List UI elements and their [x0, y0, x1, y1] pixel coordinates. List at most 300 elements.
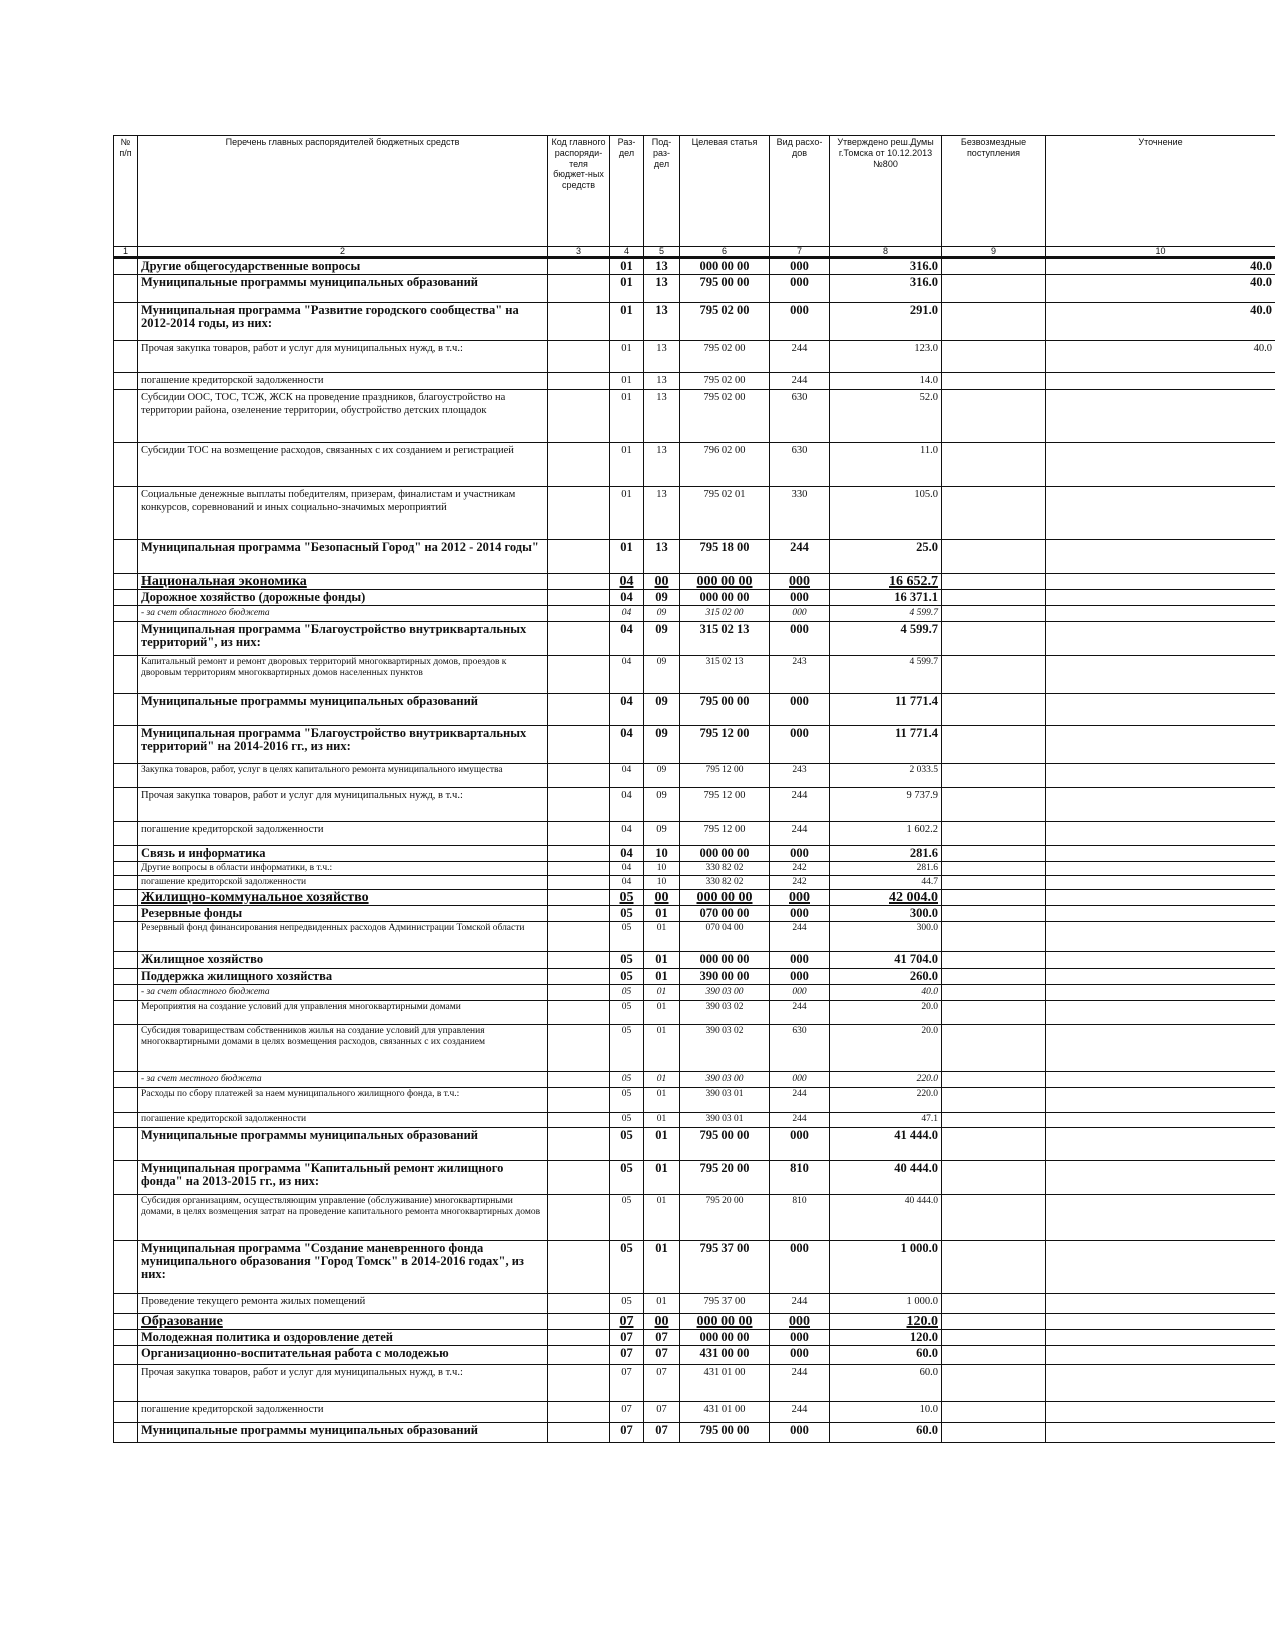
cell-name: - за счет областного бюджета [138, 606, 548, 622]
cell-name: Субсидии ООС, ТОС, ТСЖ, ЖСК на проведение праздников, благоустройство на территории района, озеленение территории, обустройство детских площадок [138, 390, 548, 443]
cell-name: Муниципальные программы муниципальных образований [138, 694, 548, 726]
cell-approved: 4 599.7 [830, 622, 942, 656]
cell-podrazdel: 09 [644, 764, 680, 788]
col-number: 10 [1046, 247, 1275, 258]
cell-num [114, 487, 138, 540]
cell-approved: 1 602.2 [830, 822, 942, 846]
cell-approved: 40 444.0 [830, 1161, 942, 1195]
cell-code [548, 862, 610, 876]
table-row [114, 656, 1275, 694]
cell-clarification [1046, 1330, 1275, 1346]
cell-num [114, 1365, 138, 1402]
cell-podrazdel: 01 [644, 1025, 680, 1072]
cell-name: Организационно-воспитательная работа с молодежью [138, 1346, 548, 1365]
cell-clarification: 40.0 [1046, 303, 1275, 341]
cell-podrazdel: 01 [644, 952, 680, 969]
cell-approved: 40.0 [830, 985, 942, 1001]
cell-expense-type: 244 [770, 1113, 830, 1128]
cell-razdel: 04 [610, 788, 644, 822]
cell-razdel: 01 [610, 275, 644, 303]
cell-razdel: 04 [610, 590, 644, 606]
cell-num [114, 258, 138, 275]
cell-free-receipts [942, 258, 1046, 275]
cell-target: 431 00 00 [680, 1346, 770, 1365]
cell-razdel: 05 [610, 1241, 644, 1294]
cell-name: Муниципальные программы муниципальных образований [138, 275, 548, 303]
table-row [114, 922, 1275, 952]
cell-podrazdel: 01 [644, 922, 680, 952]
cell-expense-type: 000 [770, 1128, 830, 1161]
cell-target: 795 37 00 [680, 1294, 770, 1314]
cell-target: 795 02 01 [680, 487, 770, 540]
cell-clarification [1046, 1294, 1275, 1314]
cell-free-receipts [942, 487, 1046, 540]
cell-approved: 40 444.0 [830, 1195, 942, 1241]
cell-free-receipts [942, 1330, 1046, 1346]
cell-num [114, 1423, 138, 1443]
cell-razdel: 04 [610, 876, 644, 890]
cell-approved: 2 033.5 [830, 764, 942, 788]
cell-free-receipts [942, 1161, 1046, 1195]
cell-clarification [1046, 443, 1275, 487]
cell-num [114, 846, 138, 862]
col-header-code: Код главного распоряди-теля бюджет-ных средств [548, 136, 610, 247]
cell-approved: 4 599.7 [830, 656, 942, 694]
cell-clarification [1046, 906, 1275, 922]
cell-code [548, 574, 610, 590]
cell-code [548, 590, 610, 606]
cell-podrazdel: 09 [644, 590, 680, 606]
cell-approved: 44.7 [830, 876, 942, 890]
cell-code [548, 443, 610, 487]
cell-name: погашение кредиторской задолженности [138, 876, 548, 890]
cell-approved: 316.0 [830, 275, 942, 303]
cell-num [114, 890, 138, 906]
cell-expense-type: 242 [770, 862, 830, 876]
cell-clarification [1046, 574, 1275, 590]
cell-num [114, 876, 138, 890]
cell-target: 000 00 00 [680, 952, 770, 969]
cell-num [114, 1001, 138, 1025]
cell-target: 795 18 00 [680, 540, 770, 574]
cell-name: Расходы по сбору платежей за наем муниципального жилищного фонда, в т.ч.: [138, 1088, 548, 1113]
cell-razdel: 04 [610, 846, 644, 862]
cell-expense-type: 630 [770, 390, 830, 443]
cell-expense-type: 244 [770, 1402, 830, 1423]
cell-clarification [1046, 1195, 1275, 1241]
cell-num [114, 906, 138, 922]
table-row [114, 969, 1275, 985]
cell-approved: 20.0 [830, 1001, 942, 1025]
cell-podrazdel: 09 [644, 656, 680, 694]
cell-expense-type: 000 [770, 694, 830, 726]
cell-code [548, 1330, 610, 1346]
cell-expense-type: 243 [770, 656, 830, 694]
cell-code [548, 906, 610, 922]
cell-expense-type: 242 [770, 876, 830, 890]
cell-expense-type: 244 [770, 373, 830, 390]
table-row [114, 1088, 1275, 1113]
cell-approved: 120.0 [830, 1330, 942, 1346]
table-row [114, 540, 1275, 574]
cell-clarification [1046, 726, 1275, 764]
table-row [114, 876, 1275, 890]
cell-expense-type: 000 [770, 1346, 830, 1365]
cell-podrazdel: 01 [644, 1072, 680, 1088]
cell-name: погашение кредиторской задолженности [138, 373, 548, 390]
cell-clarification [1046, 1088, 1275, 1113]
cell-num [114, 574, 138, 590]
cell-approved: 300.0 [830, 922, 942, 952]
cell-free-receipts [942, 1402, 1046, 1423]
table-row [114, 275, 1275, 303]
column-number-row [114, 247, 1275, 258]
cell-target: 795 12 00 [680, 788, 770, 822]
cell-razdel: 04 [610, 574, 644, 590]
table-row [114, 622, 1275, 656]
cell-podrazdel: 01 [644, 1113, 680, 1128]
cell-code [548, 622, 610, 656]
cell-free-receipts [942, 862, 1046, 876]
cell-num [114, 969, 138, 985]
cell-name: Прочая закупка товаров, работ и услуг для муниципальных нужд, в т.ч.: [138, 788, 548, 822]
cell-razdel: 04 [610, 656, 644, 694]
cell-expense-type: 244 [770, 341, 830, 373]
cell-name: Проведение текущего ремонта жилых помещений [138, 1294, 548, 1314]
cell-approved: 300.0 [830, 906, 942, 922]
cell-name: - за счет областного бюджета [138, 985, 548, 1001]
cell-expense-type: 630 [770, 1025, 830, 1072]
cell-expense-type: 000 [770, 1330, 830, 1346]
cell-podrazdel: 13 [644, 443, 680, 487]
cell-clarification [1046, 788, 1275, 822]
cell-code [548, 726, 610, 764]
cell-clarification [1046, 1241, 1275, 1294]
cell-free-receipts [942, 275, 1046, 303]
table-row [114, 1294, 1275, 1314]
cell-expense-type: 000 [770, 258, 830, 275]
table-row [114, 258, 1275, 275]
cell-clarification [1046, 1423, 1275, 1443]
cell-podrazdel: 07 [644, 1365, 680, 1402]
col-header-free-receipts: Безвозмездные поступления [942, 136, 1046, 247]
cell-clarification [1046, 1161, 1275, 1195]
cell-free-receipts [942, 822, 1046, 846]
cell-podrazdel: 10 [644, 862, 680, 876]
cell-free-receipts [942, 788, 1046, 822]
cell-num [114, 1402, 138, 1423]
cell-clarification [1046, 590, 1275, 606]
cell-code [548, 1402, 610, 1423]
cell-target: 795 00 00 [680, 1423, 770, 1443]
cell-razdel: 07 [610, 1314, 644, 1330]
cell-code [548, 656, 610, 694]
cell-target: 390 03 01 [680, 1088, 770, 1113]
cell-expense-type: 244 [770, 822, 830, 846]
cell-razdel: 01 [610, 540, 644, 574]
cell-free-receipts [942, 341, 1046, 373]
cell-free-receipts [942, 606, 1046, 622]
cell-approved: 281.6 [830, 846, 942, 862]
budget-sheet [113, 135, 1275, 1443]
cell-free-receipts [942, 1241, 1046, 1294]
table-row [114, 1346, 1275, 1365]
cell-target: 315 02 00 [680, 606, 770, 622]
cell-name: погашение кредиторской задолженности [138, 1113, 548, 1128]
cell-approved: 41 704.0 [830, 952, 942, 969]
cell-expense-type: 244 [770, 1365, 830, 1402]
cell-approved: 105.0 [830, 487, 942, 540]
cell-num [114, 390, 138, 443]
cell-podrazdel: 13 [644, 390, 680, 443]
cell-num [114, 788, 138, 822]
cell-clarification [1046, 487, 1275, 540]
cell-code [548, 606, 610, 622]
cell-clarification [1046, 1314, 1275, 1330]
cell-target: 431 01 00 [680, 1365, 770, 1402]
cell-expense-type: 244 [770, 922, 830, 952]
cell-free-receipts [942, 1365, 1046, 1402]
cell-razdel: 05 [610, 1025, 644, 1072]
cell-expense-type: 243 [770, 764, 830, 788]
table-row [114, 952, 1275, 969]
cell-target: 795 12 00 [680, 764, 770, 788]
cell-clarification [1046, 694, 1275, 726]
cell-target: 795 00 00 [680, 275, 770, 303]
cell-clarification [1046, 1025, 1275, 1072]
cell-expense-type: 244 [770, 1088, 830, 1113]
cell-clarification: 40.0 [1046, 275, 1275, 303]
cell-podrazdel: 13 [644, 275, 680, 303]
cell-num [114, 1346, 138, 1365]
table-row [114, 1072, 1275, 1088]
cell-clarification [1046, 846, 1275, 862]
cell-target: 000 00 00 [680, 258, 770, 275]
cell-podrazdel: 09 [644, 694, 680, 726]
cell-clarification [1046, 540, 1275, 574]
cell-podrazdel: 00 [644, 574, 680, 590]
cell-approved: 60.0 [830, 1346, 942, 1365]
cell-clarification [1046, 1365, 1275, 1402]
col-header-num: № п/п [114, 136, 138, 247]
cell-approved: 260.0 [830, 969, 942, 985]
cell-podrazdel: 13 [644, 303, 680, 341]
cell-num [114, 985, 138, 1001]
cell-podrazdel: 01 [644, 1001, 680, 1025]
cell-name: Резервные фонды [138, 906, 548, 922]
cell-code [548, 487, 610, 540]
cell-clarification [1046, 1072, 1275, 1088]
table-row [114, 606, 1275, 622]
cell-expense-type: 000 [770, 985, 830, 1001]
table-row [114, 574, 1275, 590]
table-row [114, 694, 1275, 726]
cell-free-receipts [942, 1088, 1046, 1113]
cell-clarification [1046, 922, 1275, 952]
cell-razdel: 07 [610, 1423, 644, 1443]
cell-num [114, 1128, 138, 1161]
cell-free-receipts [942, 952, 1046, 969]
cell-code [548, 1195, 610, 1241]
cell-clarification [1046, 1128, 1275, 1161]
cell-code [548, 1161, 610, 1195]
cell-target: 070 04 00 [680, 922, 770, 952]
cell-code [548, 922, 610, 952]
table-row [114, 906, 1275, 922]
budget-table [113, 135, 1275, 1443]
cell-name: Жилищное хозяйство [138, 952, 548, 969]
cell-name: Муниципальная программа "Безопасный Город" на 2012 - 2014 годы" [138, 540, 548, 574]
cell-code [548, 822, 610, 846]
cell-clarification [1046, 1346, 1275, 1365]
cell-num [114, 1113, 138, 1128]
cell-razdel: 04 [610, 764, 644, 788]
cell-name: Прочая закупка товаров, работ и услуг для муниципальных нужд, в т.ч.: [138, 341, 548, 373]
cell-num [114, 1314, 138, 1330]
cell-target: 000 00 00 [680, 846, 770, 862]
cell-name: Муниципальная программа "Создание маневренного фонда муниципального образования "Город Томск" в 2014-2016 годах", из них: [138, 1241, 548, 1294]
cell-podrazdel: 01 [644, 1241, 680, 1294]
cell-code [548, 1346, 610, 1365]
cell-razdel: 01 [610, 390, 644, 443]
table-row [114, 1025, 1275, 1072]
table-row [114, 1365, 1275, 1402]
cell-free-receipts [942, 764, 1046, 788]
cell-target: 330 82 02 [680, 862, 770, 876]
cell-code [548, 985, 610, 1001]
table-row [114, 1113, 1275, 1128]
cell-code [548, 303, 610, 341]
cell-expense-type: 000 [770, 590, 830, 606]
cell-target: 390 03 02 [680, 1025, 770, 1072]
cell-name: Национальная экономика [138, 574, 548, 590]
cell-target: 795 02 00 [680, 303, 770, 341]
cell-num [114, 540, 138, 574]
table-row [114, 390, 1275, 443]
cell-approved: 123.0 [830, 341, 942, 373]
cell-num [114, 922, 138, 952]
cell-approved: 11.0 [830, 443, 942, 487]
cell-code [548, 1088, 610, 1113]
cell-code [548, 952, 610, 969]
cell-podrazdel: 00 [644, 890, 680, 906]
cell-razdel: 07 [610, 1330, 644, 1346]
cell-approved: 20.0 [830, 1025, 942, 1072]
col-header-name: Перечень главных распорядителей бюджетных средств [138, 136, 548, 247]
table-row [114, 1330, 1275, 1346]
cell-num [114, 862, 138, 876]
cell-clarification [1046, 969, 1275, 985]
cell-name: Дорожное хозяйство (дорожные фонды) [138, 590, 548, 606]
cell-code [548, 1001, 610, 1025]
cell-podrazdel: 01 [644, 1088, 680, 1113]
cell-num [114, 373, 138, 390]
cell-podrazdel: 01 [644, 1294, 680, 1314]
cell-free-receipts [942, 1346, 1046, 1365]
cell-free-receipts [942, 985, 1046, 1001]
cell-code [548, 258, 610, 275]
cell-expense-type: 000 [770, 1072, 830, 1088]
cell-razdel: 07 [610, 1365, 644, 1402]
cell-name: погашение кредиторской задолженности [138, 1402, 548, 1423]
col-header-approved: Утверждено реш.Думы г.Томска от 10.12.2013 №800 [830, 136, 942, 247]
cell-name: Муниципальные программы муниципальных образований [138, 1128, 548, 1161]
cell-target: 795 20 00 [680, 1161, 770, 1195]
table-row [114, 487, 1275, 540]
cell-approved: 16 652.7 [830, 574, 942, 590]
cell-approved: 42 004.0 [830, 890, 942, 906]
cell-razdel: 05 [610, 1128, 644, 1161]
cell-approved: 47.1 [830, 1113, 942, 1128]
cell-num [114, 726, 138, 764]
cell-code [548, 1314, 610, 1330]
cell-expense-type: 000 [770, 275, 830, 303]
cell-name: Муниципальная программа "Развитие городского сообщества" на 2012-2014 годы, из них: [138, 303, 548, 341]
table-row [114, 341, 1275, 373]
cell-free-receipts [942, 656, 1046, 694]
cell-approved: 291.0 [830, 303, 942, 341]
cell-code [548, 275, 610, 303]
cell-expense-type: 000 [770, 606, 830, 622]
cell-code [548, 540, 610, 574]
cell-num [114, 590, 138, 606]
cell-free-receipts [942, 1113, 1046, 1128]
cell-free-receipts [942, 694, 1046, 726]
cell-target: 796 02 00 [680, 443, 770, 487]
cell-code [548, 1113, 610, 1128]
cell-razdel: 04 [610, 622, 644, 656]
cell-code [548, 373, 610, 390]
cell-num [114, 606, 138, 622]
table-row [114, 788, 1275, 822]
cell-target: 795 20 00 [680, 1195, 770, 1241]
cell-podrazdel: 13 [644, 540, 680, 574]
cell-podrazdel: 09 [644, 606, 680, 622]
cell-podrazdel: 10 [644, 846, 680, 862]
cell-clarification [1046, 862, 1275, 876]
cell-clarification [1046, 622, 1275, 656]
cell-podrazdel: 01 [644, 969, 680, 985]
cell-num [114, 1088, 138, 1113]
table-row [114, 1001, 1275, 1025]
cell-approved: 4 599.7 [830, 606, 942, 622]
table-body [114, 258, 1275, 1443]
cell-free-receipts [942, 1314, 1046, 1330]
cell-approved: 220.0 [830, 1072, 942, 1088]
cell-clarification [1046, 373, 1275, 390]
cell-expense-type: 244 [770, 540, 830, 574]
cell-expense-type: 000 [770, 1241, 830, 1294]
cell-num [114, 952, 138, 969]
cell-podrazdel: 07 [644, 1346, 680, 1365]
cell-free-receipts [942, 590, 1046, 606]
cell-clarification [1046, 390, 1275, 443]
table-row [114, 822, 1275, 846]
cell-approved: 120.0 [830, 1314, 942, 1330]
cell-expense-type: 000 [770, 969, 830, 985]
cell-clarification [1046, 606, 1275, 622]
cell-num [114, 822, 138, 846]
cell-free-receipts [942, 1128, 1046, 1161]
table-row [114, 726, 1275, 764]
cell-approved: 41 444.0 [830, 1128, 942, 1161]
cell-expense-type: 000 [770, 574, 830, 590]
cell-free-receipts [942, 1001, 1046, 1025]
cell-num [114, 1330, 138, 1346]
cell-name: Жилищно-коммунальное хозяйство [138, 890, 548, 906]
cell-num [114, 1072, 138, 1088]
table-row [114, 1402, 1275, 1423]
